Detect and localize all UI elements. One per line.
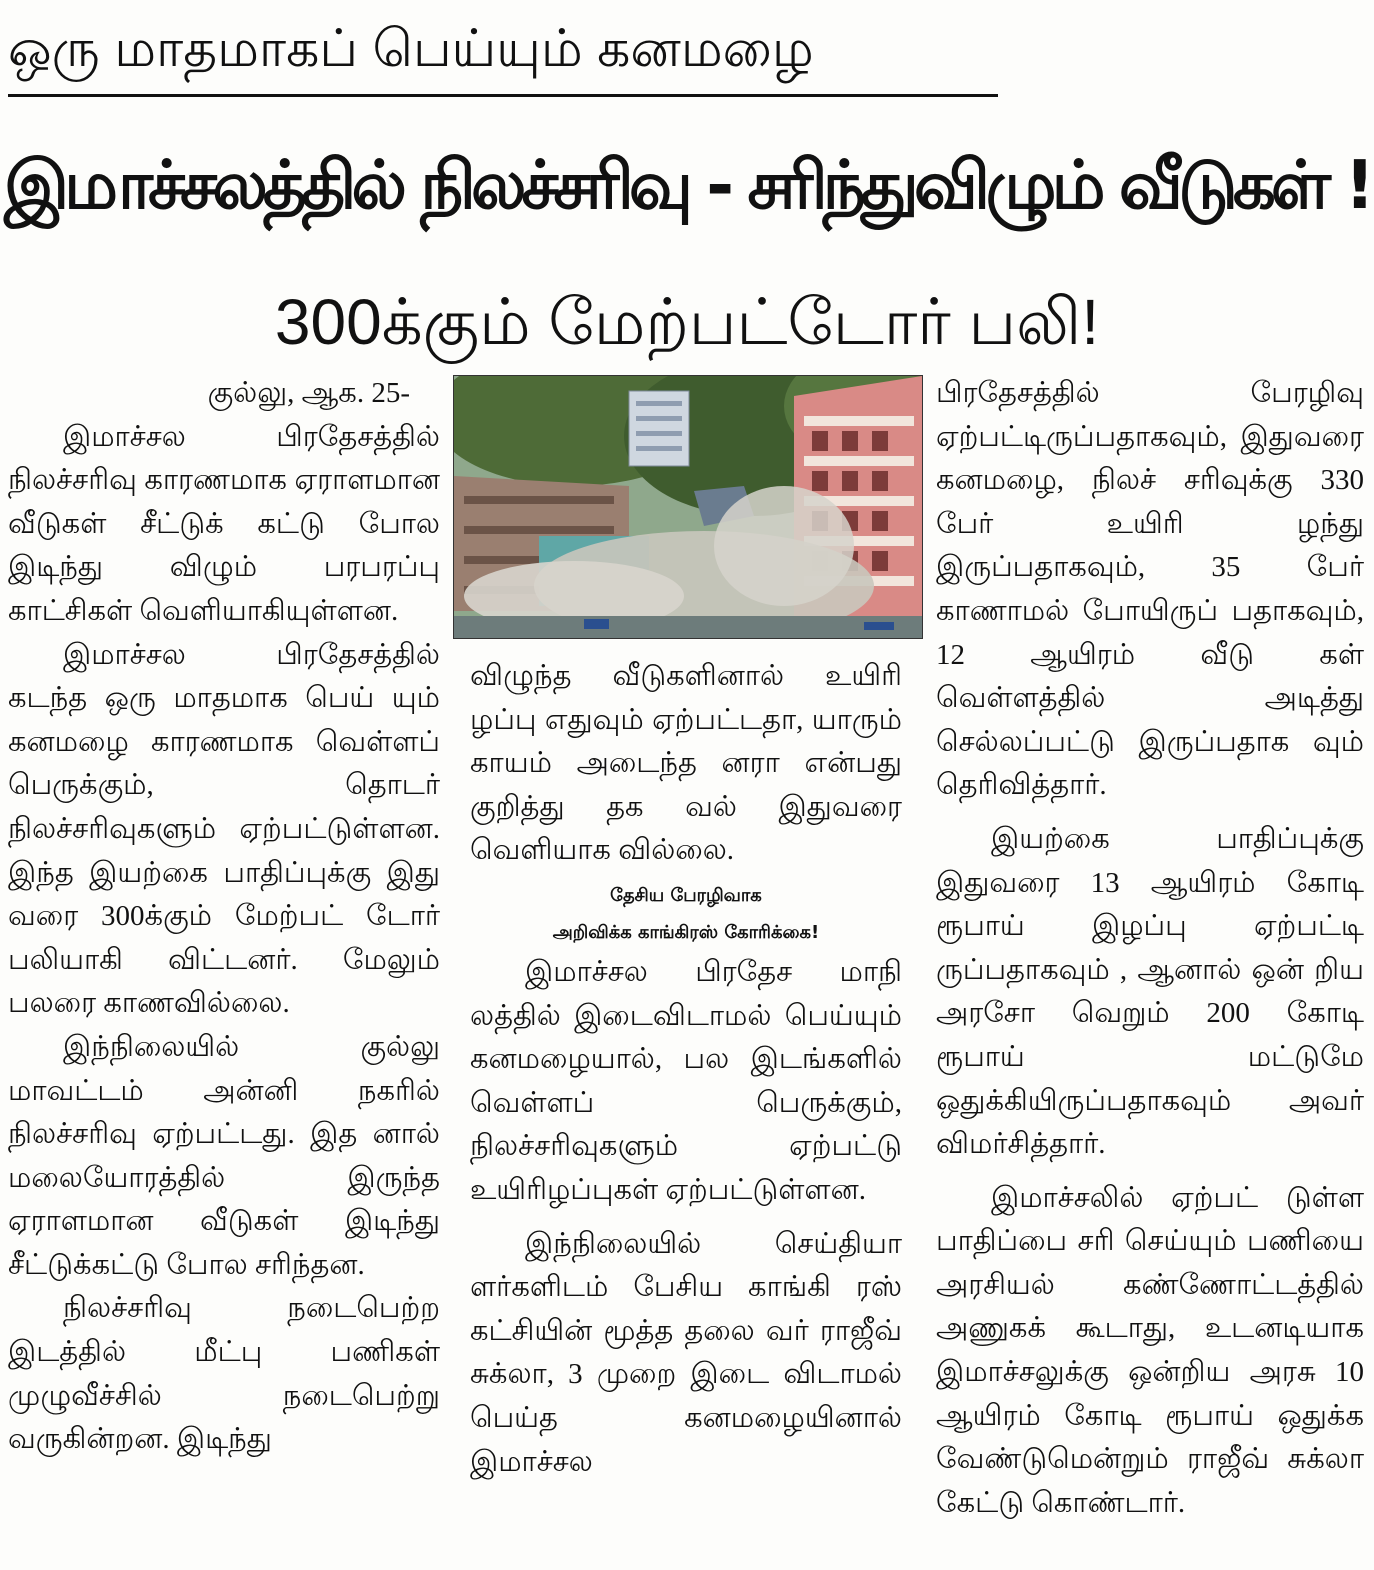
col1-paragraph-4: நிலச்சரிவு நடைபெற்ற இடத்தில் மீட்பு பணிகள் முழுவீச்சில் நடைபெற்று வருகின்றன. இடிந்து <box>8 1292 440 1456</box>
col2-paragraph-2: இந்நிலையில் செய்தியா ளர்களிடம் பேசிய காங்கி ரஸ் கட்சியின் மூத்த தலை வர் ராஜீவ் சுக்லா, 3 முறை இடை விடாமல் பெய்த கனமழையினால் இமாச்சல <box>470 1227 902 1478</box>
col1-paragraph-1: இமாச்சல பிரதேசத்தில் நிலச்சரிவு காரணமாக ஏராளமான வீடுகள் சீட்டுக் கட்டு போல இடிந்து விழும் பரபரப்பு காட்சிகள் வெளியாகியுள்ளன. <box>8 420 440 627</box>
column-1 <box>8 372 440 1462</box>
kicker <box>8 4 998 97</box>
column-3 <box>936 372 1364 1525</box>
subheadline: 300க்கும் மேற்பட்டோர் பலி! <box>274 286 1100 358</box>
col3-paragraph-1: இயற்கை பாதிப்புக்கு இதுவரை 13 ஆயிரம் கோடி ரூபாய் இழப்பு ஏற்பட்டி ருப்பதாகவும் , ஆனால் ஒன் றிய அரசோ வெறும் 200 கோடி ரூபாய் மட்டுமே ஒதுக்கியிருப்பதாகவும் அவர் விமர்சித்தார். <box>936 822 1364 1161</box>
col2-paragraph-1: இமாச்சல பிரதேச மாநி லத்தில் இடைவிடாமல் பெய்யும் கனமழையால், பல இடங்களில் வெள்ளப் பெருக்கும், நிலச்சரிவுகளும் ஏற்பட்டு உயிரிழப்புகள் ஏற்பட்டுள்ளன. <box>470 955 902 1206</box>
col2-subheading-line-2: அறிவிக்க காங்கிரஸ் கோரிக்கை! <box>552 921 820 943</box>
column-2 <box>470 655 902 1484</box>
landslide-photo <box>453 375 923 639</box>
col3-lead: பிரதேசத்தில் பேரழிவு ஏற்பட்டிருப்பதாகவும், இதுவரை கனமழை, நிலச் சரிவுக்கு 330 பேர் உயிரி ழந்து இருப்பதாகவும், 35 பேர் காணாமல் போயிருப் பதாகவும், 12 ஆயிரம் வீடு கள் வெள்ளத்தில் அடித்து செல்லப்பட்டு இருப்பதாக வும் தெரிவித்தார். <box>936 377 1364 802</box>
col2-lead: விழுந்த வீடுகளினால் உயிரி ழப்பு எதுவும் ஏற்பட்டதா, யாரும் காயம் அடைந்த னரா என்பது குறித்து தக வல் இதுவரை வெளியாக வில்லை. <box>470 660 902 867</box>
landslide-photo-graphic <box>454 376 922 638</box>
col1-paragraph-2: இமாச்சல பிரதேசத்தில் கடந்த ஒரு மாதமாக பெய் யும் கனமழை காரணமாக வெள்ளப் பெருக்கும், தொடர் நிலச்சரிவுகளும் ஏற்பட்டுள்ளன. இந்த இயற்கை பாதிப்புக்கு இது வரை 300க்கும் மேற்பட் டோர் பலியாகி விட்டனர். மேலும் பலரை காணவில்லை. <box>8 638 440 1020</box>
col2-subheading-line-1: தேசிய பேரழிவாக <box>610 884 762 906</box>
kicker-text: ஒரு மாதமாகப் பெய்யும் கனமழை <box>8 20 814 78</box>
headline: இமாச்சலத்தில் நிலச்சரிவு - சரிந்துவிழும் வீடுகள் ! <box>3 146 1371 224</box>
dateline: குல்லு, ஆக. 25- <box>207 377 410 409</box>
col3-paragraph-2: இமாச்சலில் ஏற்பட் டுள்ள பாதிப்பை சரி செய்யும் பணியை அரசியல் கண்ணோட்டத்தில் அணுகக் கூடாது, உடனடியாக இமாச்சலுக்கு ஒன்றிய அரசு 10 ஆயிரம் கோடி ரூபாய் ஒதுக்க வேண்டுமென்றும் ராஜீவ் சுக்லா கேட்டு கொண்டார். <box>936 1181 1364 1519</box>
col1-paragraph-3: இந்நிலையில் குல்லு மாவட்டம் அன்னி நகரில் நிலச்சரிவு ஏற்பட்டது. இத னால் மலையோரத்தில் இருந்த ஏராளமான வீடுகள் இடிந்து சீட்டுக்கட்டு போல சரிந்தன. <box>8 1030 440 1281</box>
